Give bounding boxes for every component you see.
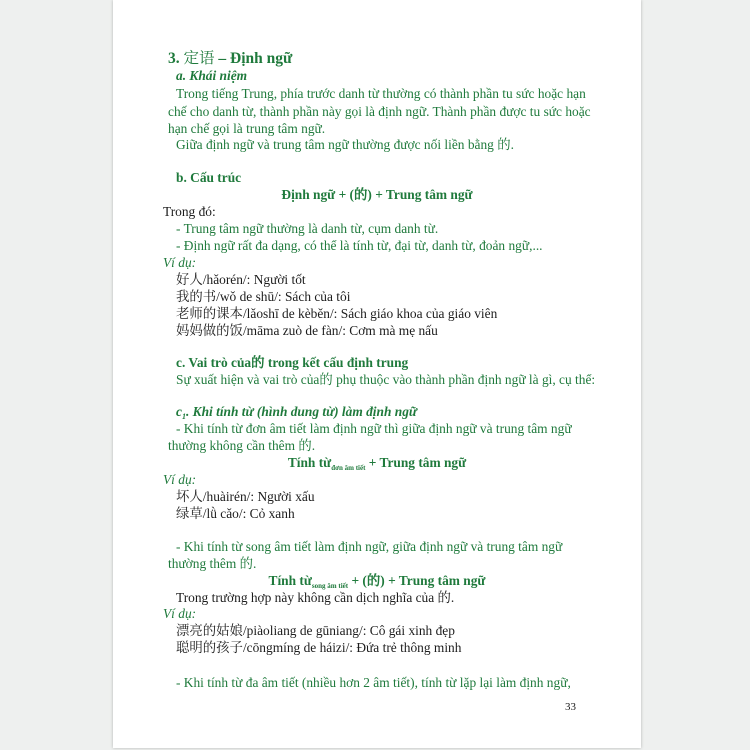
paragraph-line: - Khi tính từ đa âm tiết (nhiều hơn 2 âm tiết), tính từ lặp lại làm định ngữ, (176, 675, 571, 690)
formula-sub: song âm tiết (311, 582, 349, 590)
paragraph-line: hạn chế gọi là trung tâm ngữ. (168, 121, 326, 136)
subheading-a: a. Khái niệm (176, 68, 248, 83)
subheading-c: c. Vai trò của的 trong kết cấu định trung (176, 355, 409, 370)
bullet-item: - Định ngữ rất đa dạng, có thể là tính từ, đại từ, danh từ, đoản ngữ,... (176, 238, 543, 253)
formula-rest: + (的) + Trung tâm ngữ (348, 573, 486, 588)
paragraph-line: Trong tiếng Trung, phía trước danh từ thường có thành phần tu sức hoặc hạn (176, 86, 586, 101)
c1-title: . Khi tính từ (hình dung từ) làm định ngữ (185, 404, 417, 419)
paragraph-line: Giữa định ngữ và trung tâm ngữ thường được nối liền bằng 的. (176, 137, 514, 152)
section-title: – Định ngữ (214, 50, 293, 67)
document-page (113, 0, 641, 748)
bullet-item: - Trung tâm ngữ thường là danh từ, cụm danh từ. (176, 221, 439, 236)
subheading-b: b. Cấu trúc (176, 170, 242, 185)
section-number: 3. (168, 50, 180, 67)
section-heading (168, 50, 292, 68)
paragraph-line: Sự xuất hiện và vai trò của的 phụ thuộc vào thành phần định ngữ là gì, cụ thể: (176, 372, 596, 387)
structure-formula: Định ngữ + (的) + Trung tâm ngữ (281, 187, 473, 202)
c1-label: c (176, 404, 182, 419)
example-line: 妈妈做的饭/māma zuò de fàn/: Cơm mà mẹ nấu (176, 323, 438, 338)
note-line: Trong trường hợp này không cần dịch nghĩa của 的. (176, 590, 455, 605)
section-hanzi: 定语 (183, 50, 215, 67)
example-line: 我的书/wǒ de shū/: Sách của tôi (176, 289, 351, 304)
c1-sub: 1 (181, 412, 186, 421)
paragraph-line: - Khi tính từ song âm tiết làm định ngữ, giữa định ngữ và trung tâm ngữ (176, 539, 563, 554)
formula-main: Tính từ (287, 455, 332, 470)
example-label: Ví dụ: (163, 255, 197, 270)
paragraph-line: - Khi tính từ đơn âm tiết làm định ngữ thì giữa định ngữ và trung tâm ngữ (176, 421, 572, 436)
page-number: 33 (565, 701, 576, 713)
paragraph-line: thường thêm 的. (168, 556, 257, 571)
trong-do-label: Trong đó: (163, 204, 216, 219)
example-line: 漂亮的姑娘/piàoliang de gūniang/: Cô gái xinh đẹp (176, 623, 455, 638)
example-label: Ví dụ: (163, 472, 197, 487)
example-label: Ví dụ: (163, 606, 197, 621)
formula-main: Tính từ (268, 573, 312, 588)
paragraph-line: chế cho danh từ, thành phần này gọi là định ngữ. Thành phần được tu sức hoặc (168, 104, 591, 119)
formula-sub: đơn âm tiết (331, 464, 366, 472)
paragraph-line: thường không cần thêm 的. (168, 438, 316, 453)
example-line: 老师的课本/lǎoshī de kèběn/: Sách giáo khoa của giáo viên (176, 306, 498, 321)
example-line: 坏人/huàirén/: Người xấu (176, 489, 315, 504)
formula-rest: + Trung tâm ngữ (365, 455, 467, 470)
example-line: 好人/hǎorén/: Người tốt (176, 272, 306, 287)
example-line: 聪明的孩子/cōngmíng de háizi/: Đứa trẻ thông minh (176, 640, 462, 655)
example-line: 绿草/lǜ cǎo/: Cỏ xanh (176, 506, 295, 521)
